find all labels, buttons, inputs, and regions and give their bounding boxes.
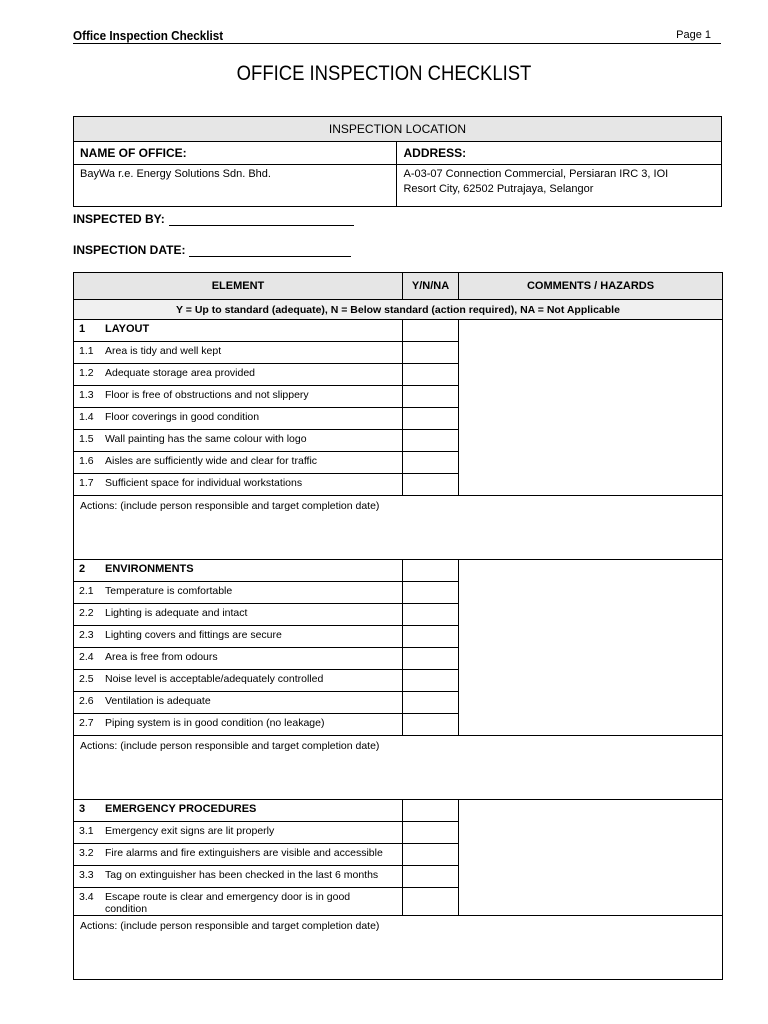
actions-cell[interactable]	[74, 736, 723, 800]
location-heading: INSPECTION LOCATION	[74, 117, 722, 142]
yn-cell[interactable]	[403, 844, 459, 866]
section-header-row	[74, 800, 723, 822]
inspection-date-line[interactable]	[189, 244, 351, 257]
column-header-row	[74, 273, 723, 300]
comments-cell[interactable]	[459, 800, 723, 916]
actions-row	[74, 496, 723, 560]
yn-cell[interactable]	[403, 714, 459, 736]
checklist-item-cell	[74, 474, 403, 496]
item-number: 2.6	[79, 695, 94, 707]
section-title-cell	[74, 320, 403, 342]
checklist-item-cell	[74, 604, 403, 626]
checklist-item-cell	[74, 452, 403, 474]
actions-label: Actions: (include person responsible and target completion date)	[80, 740, 380, 752]
section-header-row	[74, 560, 723, 582]
item-text: Piping system is in good condition (no leakage)	[105, 717, 325, 729]
address-label: ADDRESS:	[397, 142, 722, 165]
address-value	[397, 165, 722, 207]
inspected-by-label: INSPECTED BY:	[73, 212, 165, 226]
section-number: 3	[79, 803, 86, 815]
yn-cell[interactable]	[403, 822, 459, 844]
checklist-item-cell	[74, 408, 403, 430]
item-text: Noise level is acceptable/adequately controlled	[105, 673, 324, 685]
page-number: Page 1	[676, 29, 711, 41]
actions-cell[interactable]	[74, 916, 723, 980]
item-number: 2.7	[79, 717, 94, 729]
item-number: 1.7	[79, 477, 94, 489]
item-text: Area is free from odours	[105, 651, 218, 663]
yn-cell[interactable]	[403, 452, 459, 474]
col-comments-header: COMMENTS / HAZARDS	[459, 273, 723, 300]
item-text: Floor coverings in good condition	[105, 411, 260, 423]
yn-cell[interactable]	[403, 342, 459, 364]
section-title: ENVIRONMENTS	[105, 563, 194, 575]
yn-cell[interactable]	[403, 430, 459, 452]
actions-cell[interactable]	[74, 496, 723, 560]
section-title: EMERGENCY PROCEDURES	[105, 803, 257, 815]
address-line-2: Resort City, 62502 Putrajaya, Selangor	[403, 183, 594, 195]
item-text: Escape route is clear and emergency door is in good condition	[105, 891, 351, 915]
checklist-item-cell	[74, 888, 403, 916]
yn-cell[interactable]	[403, 800, 459, 822]
col-yn-header: Y/N/NA	[403, 273, 459, 300]
checklist-item-cell	[74, 364, 403, 386]
inspection-date-label: INSPECTION DATE:	[73, 243, 186, 257]
yn-cell[interactable]	[403, 648, 459, 670]
address-line-1: A-03-07 Connection Commercial, Persiaran IRC 3, IOI	[403, 168, 669, 180]
checklist-table	[73, 272, 723, 980]
name-of-office-value	[74, 165, 397, 207]
yn-cell[interactable]	[403, 320, 459, 342]
header-divider	[73, 43, 721, 44]
yn-cell[interactable]	[403, 386, 459, 408]
item-number: 1.2	[79, 367, 94, 379]
checklist-item-cell	[74, 714, 403, 736]
section-number: 1	[79, 323, 86, 335]
yn-cell[interactable]	[403, 670, 459, 692]
yn-cell[interactable]	[403, 692, 459, 714]
yn-cell[interactable]	[403, 560, 459, 582]
inspected-by-field	[73, 212, 354, 226]
item-text: Floor is free of obstructions and not slippery	[105, 389, 309, 401]
item-number: 1.3	[79, 389, 94, 401]
yn-cell[interactable]	[403, 364, 459, 386]
section-title-cell	[74, 800, 403, 822]
section-number: 2	[79, 563, 86, 575]
checklist-item-cell	[74, 670, 403, 692]
item-text: Adequate storage area provided	[105, 367, 256, 379]
actions-label: Actions: (include person responsible and target completion date)	[80, 500, 380, 512]
yn-cell[interactable]	[403, 582, 459, 604]
inspected-by-line[interactable]	[169, 213, 354, 226]
item-number: 1.6	[79, 455, 94, 467]
actions-label: Actions: (include person responsible and target completion date)	[80, 920, 380, 932]
yn-cell[interactable]	[403, 604, 459, 626]
item-text: Temperature is comfortable	[105, 585, 233, 597]
checklist-item-cell	[74, 866, 403, 888]
item-number: 2.3	[79, 629, 94, 641]
yn-cell[interactable]	[403, 474, 459, 496]
comments-cell[interactable]	[459, 560, 723, 736]
yn-cell[interactable]	[403, 866, 459, 888]
page-title: OFFICE INSPECTION CHECKLIST	[236, 62, 532, 85]
item-text: Lighting covers and fittings are secure	[105, 629, 282, 641]
yn-cell[interactable]	[403, 408, 459, 430]
item-text: Fire alarms and fire extinguishers are visible and accessible	[105, 847, 383, 859]
legend-row	[74, 300, 723, 320]
item-number: 3.3	[79, 869, 94, 881]
section-title: LAYOUT	[105, 323, 150, 335]
item-number: 2.4	[79, 651, 94, 663]
checklist-item-cell	[74, 342, 403, 364]
item-text: Tag on extinguisher has been checked in the last 6 months	[105, 869, 379, 881]
document-header-title: Office Inspection Checklist	[73, 28, 224, 43]
item-number: 2.2	[79, 607, 94, 619]
item-number: 3.4	[79, 891, 94, 903]
item-number: 2.1	[79, 585, 94, 597]
office-name: BayWa r.e. Energy Solutions Sdn. Bhd.	[80, 168, 271, 180]
yn-cell[interactable]	[403, 888, 459, 916]
yn-cell[interactable]	[403, 626, 459, 648]
inspection-location-table	[73, 116, 722, 207]
item-number: 3.2	[79, 847, 94, 859]
checklist-item-cell	[74, 386, 403, 408]
item-number: 1.4	[79, 411, 94, 423]
checklist-item-cell	[74, 692, 403, 714]
section-title-cell	[74, 560, 403, 582]
checklist-item-cell	[74, 822, 403, 844]
actions-row	[74, 736, 723, 800]
inspection-date-field	[73, 243, 351, 257]
section-header-row	[74, 320, 723, 342]
item-text: Aisles are sufficiently wide and clear for traffic	[105, 455, 318, 467]
item-text: Wall painting has the same colour with logo	[105, 433, 307, 445]
checklist-item-cell	[74, 430, 403, 452]
checklist-item-cell	[74, 844, 403, 866]
checklist-item-cell	[74, 582, 403, 604]
item-number: 2.5	[79, 673, 94, 685]
comments-cell[interactable]	[459, 320, 723, 496]
checklist-item-cell	[74, 648, 403, 670]
item-text: Emergency exit signs are lit properly	[105, 825, 275, 837]
actions-row	[74, 916, 723, 980]
legend-text: Y = Up to standard (adequate), N = Below standard (action required), NA = Not Applicable	[74, 300, 723, 320]
col-element-header: ELEMENT	[74, 273, 403, 300]
item-text: Ventilation is adequate	[105, 695, 211, 707]
item-number: 1.5	[79, 433, 94, 445]
item-text: Lighting is adequate and intact	[105, 607, 248, 619]
item-number: 1.1	[79, 345, 94, 357]
name-of-office-label: NAME OF OFFICE:	[74, 142, 397, 165]
item-number: 3.1	[79, 825, 94, 837]
checklist-item-cell	[74, 626, 403, 648]
item-text: Sufficient space for individual workstations	[105, 477, 303, 489]
item-text: Area is tidy and well kept	[105, 345, 222, 357]
